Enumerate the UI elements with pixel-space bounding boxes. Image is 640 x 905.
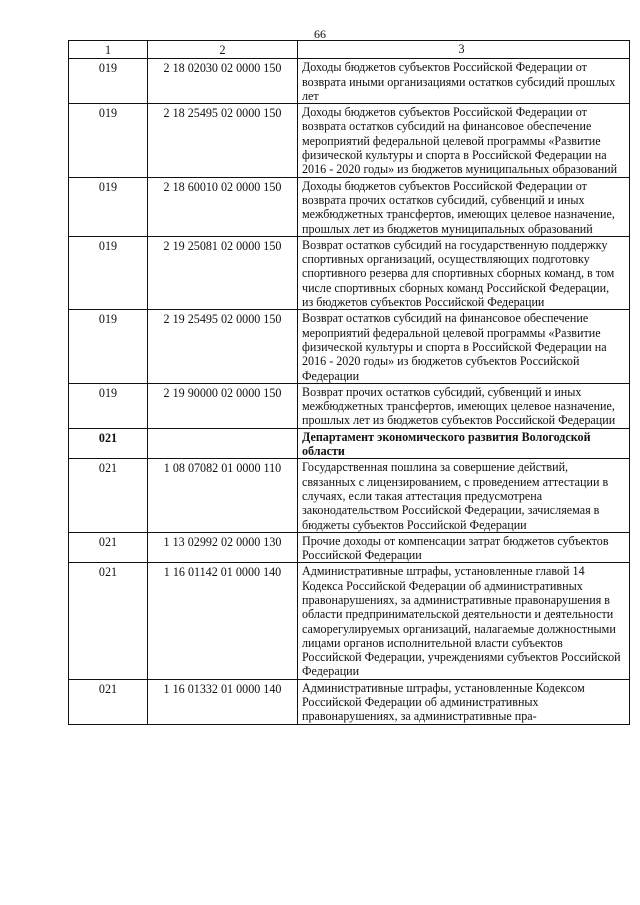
revenue-name-cell: Административные штрафы, установленные главой 14 Кодекса Российской Федерации об административных правонарушениях, за административные правонарушения в области предпринимательской деятельности и деятельности саморегулируемых организаций, налагаемые должностными лицами органов исполнительной власти субъектов Российской Федерации, учреждениями субъектов Российской Федерации <box>298 563 630 679</box>
revenue-code-cell: 1 16 01142 01 0000 140 <box>148 563 298 679</box>
admin-code-cell: 019 <box>69 383 148 428</box>
admin-code-cell: 019 <box>69 310 148 383</box>
revenue-code-cell <box>148 428 298 459</box>
table-row <box>69 532 630 563</box>
department-name-cell: Департамент экономического развития Вологодской области <box>298 428 630 459</box>
admin-code-cell: 019 <box>69 236 148 309</box>
revenue-name-cell: Прочие доходы от компенсации затрат бюджетов субъектов Российской Федерации <box>298 532 630 563</box>
header-col-2: 2 <box>148 41 298 59</box>
header-col-1: 1 <box>69 41 148 59</box>
table-row <box>69 104 630 177</box>
revenue-code-cell: 2 19 25495 02 0000 150 <box>148 310 298 383</box>
revenue-name-cell: Возврат остатков субсидий на финансовое обеспечение мероприятий федеральной целевой программы «Развитие физической культуры и спорта в Российской Федерации на 2016 - 2020 годы» из бюджетов субъектов Российской Федерации <box>298 310 630 383</box>
admin-code-cell: 019 <box>69 59 148 104</box>
revenue-code-cell: 1 08 07082 01 0000 110 <box>148 459 298 532</box>
table-header-row <box>69 41 630 59</box>
revenue-code-cell: 2 18 60010 02 0000 150 <box>148 177 298 236</box>
admin-code-cell: 021 <box>69 563 148 679</box>
revenue-code-cell: 1 13 02992 02 0000 130 <box>148 532 298 563</box>
admin-code-cell: 021 <box>69 532 148 563</box>
revenue-name-cell: Доходы бюджетов субъектов Российской Федерации от возврата прочих остатков субсидий, субвенций и иных межбюджетных трансфертов, имеющих целевое назначение, прошлых лет из бюджетов муниципальных образований <box>298 177 630 236</box>
revenue-code-cell: 2 19 25081 02 0000 150 <box>148 236 298 309</box>
table-row <box>69 310 630 383</box>
revenue-name-cell: Возврат остатков субсидий на государственную поддержку спортивных организаций, осуществляющих подготовку спортивного резерва для спортивных сборных команд, в том числе спортивных сборных команд Российской Федерации, из бюджетов субъектов Российской Федерации <box>298 236 630 309</box>
revenue-code-cell: 2 18 02030 02 0000 150 <box>148 59 298 104</box>
table-row <box>69 563 630 679</box>
department-heading-row <box>69 428 630 459</box>
revenue-name-cell: Доходы бюджетов субъектов Российской Федерации от возврата иными организациями остатков субсидий прошлых лет <box>298 59 630 104</box>
revenue-code-cell: 2 18 25495 02 0000 150 <box>148 104 298 177</box>
admin-code-cell: 021 <box>69 428 148 459</box>
revenue-name-cell: Административные штрафы, установленные Кодексом Российской Федерации об административных правонарушениях, за административные пра- <box>298 679 630 724</box>
admin-code-cell: 019 <box>69 177 148 236</box>
revenue-classification-table <box>68 40 630 725</box>
admin-code-cell: 021 <box>69 679 148 724</box>
header-col-3: 3 <box>298 41 630 59</box>
table-row <box>69 383 630 428</box>
admin-code-cell: 021 <box>69 459 148 532</box>
table-row <box>69 59 630 104</box>
revenue-code-cell: 2 19 90000 02 0000 150 <box>148 383 298 428</box>
admin-code-cell: 019 <box>69 104 148 177</box>
table-row <box>69 459 630 532</box>
revenue-name-cell: Возврат прочих остатков субсидий, субвенций и иных межбюджетных трансфертов, имеющих целевое назначение, прошлых лет из бюджетов субъектов Российской Федерации <box>298 383 630 428</box>
revenue-name-cell: Доходы бюджетов субъектов Российской Федерации от возврата остатков субсидий на финансовое обеспечение мероприятий федеральной целевой программы «Развитие физической культуры и спорта в Российской Федерации на 2016 - 2020 годы» из бюджетов муниципальных образований <box>298 104 630 177</box>
table-row <box>69 177 630 236</box>
revenue-name-cell: Государственная пошлина за совершение действий, связанных с лицензированием, с проведением аттестации в случаях, если такая аттестация предусмотрена законодательством Российской Федерации, зачисляемая в бюджеты субъектов Российской Федерации <box>298 459 630 532</box>
table-row <box>69 236 630 309</box>
page-number: 66 <box>314 27 326 41</box>
revenue-code-cell: 1 16 01332 01 0000 140 <box>148 679 298 724</box>
table-row <box>69 679 630 724</box>
